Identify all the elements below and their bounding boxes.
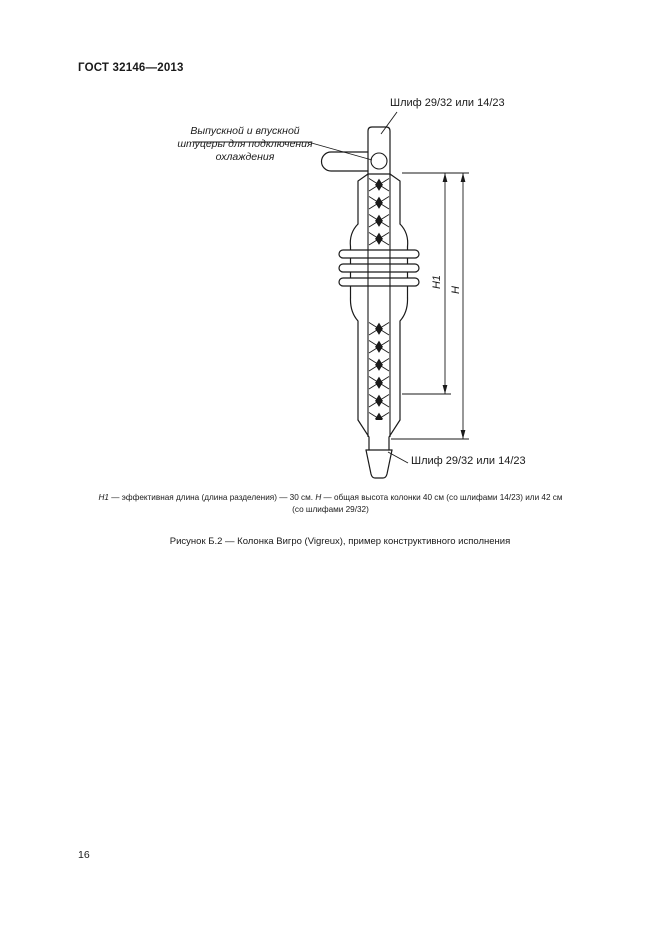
- figure-note: [70, 492, 591, 516]
- figure-note-line2: (со шлифами 29/32): [292, 505, 369, 514]
- top-joint-label: Шлиф 29/32 или 14/23: [390, 97, 505, 109]
- h-description: — общая высота колонки 40 см (со шлифами 14/23) или 42 см: [321, 493, 563, 502]
- vigreux-indentations-upper: [368, 176, 390, 248]
- bottom-joint-label: Шлиф 29/32 или 14/23: [411, 455, 526, 467]
- h-symbol: Н: [315, 493, 322, 502]
- vigreux-indentations-lower: [368, 320, 390, 420]
- h1-symbol: Н1: [98, 493, 109, 502]
- figure-caption: Рисунок Б.2 — Колонка Вигро (Vigreux), пример конструктивного исполнения: [169, 536, 511, 547]
- cooling-stub-tube: [322, 152, 369, 171]
- dimension-label-h1: Н1: [431, 274, 444, 290]
- h1-description: — эффективная длина (длина разделения) — 30 см.: [108, 493, 316, 502]
- dimension-label-h: Н: [449, 286, 462, 294]
- document-header: ГОСТ 32146—2013: [78, 62, 184, 74]
- inner-tube: [368, 176, 390, 437]
- dimension-lines: [391, 173, 469, 439]
- page-number: 16: [78, 849, 90, 861]
- fin-ring: [339, 264, 419, 272]
- side-tube-junction: [371, 153, 387, 169]
- bottom-joint: [358, 420, 400, 478]
- fin-ring: [339, 278, 419, 286]
- cooling-fittings-label: [175, 125, 315, 164]
- fin-ring: [339, 250, 419, 258]
- cooling-fittings-label-line3: охлаждения: [215, 151, 275, 163]
- figure-note-line1: [70, 492, 591, 504]
- leader-side: [308, 142, 372, 160]
- cooling-fittings-label-line1: Выпускной и впускной: [190, 125, 300, 137]
- dimension-arrowheads: [443, 173, 466, 439]
- column-fins: [339, 250, 419, 286]
- leader-top-joint: [381, 112, 397, 134]
- column-outline: [322, 127, 408, 420]
- cooling-fittings-label-line2: штуцеры для подключения: [177, 138, 313, 150]
